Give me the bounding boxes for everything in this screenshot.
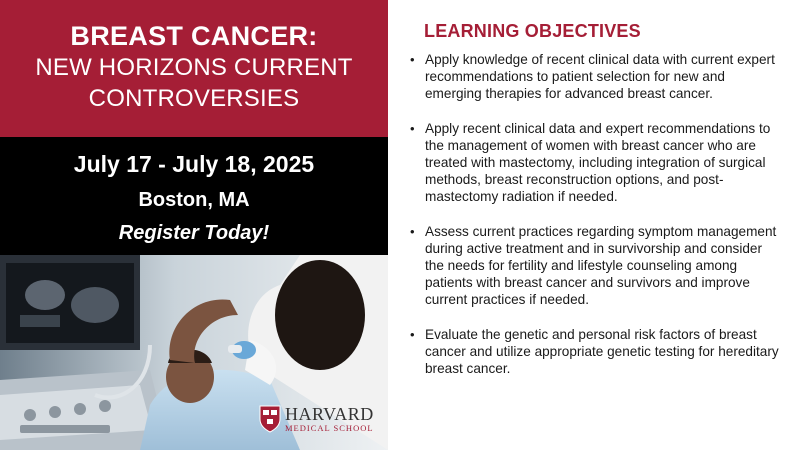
- event-info: [0, 137, 388, 255]
- harvard-logo: [259, 404, 374, 434]
- left-panel: [0, 0, 388, 450]
- harvard-shield-icon: [259, 405, 281, 433]
- register-link[interactable]: Register Today!: [118, 222, 270, 244]
- course-subtitle-line1: NEW HORIZONS CURRENT: [35, 54, 353, 81]
- title-banner: [0, 0, 388, 137]
- course-subtitle-line2: CONTROVERSIES: [88, 85, 300, 112]
- logo-name: HARVARD: [285, 404, 374, 424]
- objective-item: • Apply recent clinical data and expert recommendations to the management of women with breast cancer who are treated with mastectomy, including integration of surgical methods, breast reconstruction options, and post-mastectomy radiation if needed.: [410, 120, 784, 206]
- objectives-panel: [388, 0, 800, 450]
- objective-item: • Assess current practices regarding symptom management during active treatment and in survivorship and consider the needs for fertility and lifestyle counseling among patients with breast cancer and survivors and improve current practices if needed.: [410, 223, 784, 309]
- objectives-heading: LEARNING OBJECTIVES: [424, 21, 641, 41]
- logo-school: MEDICAL SCHOOL: [285, 423, 374, 433]
- objective-item: • Apply knowledge of recent clinical data with current expert recommendations to patient selection for new and emerging therapies for advanced breast cancer.: [410, 51, 784, 103]
- course-title: BREAST CANCER:: [70, 21, 318, 51]
- objectives-list: [410, 51, 784, 377]
- event-location: Boston, MA: [138, 189, 250, 211]
- event-dates: July 17 - July 18, 2025: [73, 151, 315, 177]
- objective-item: • Evaluate the genetic and personal risk factors of breast cancer and utilize appropriate genetic testing for hereditary breast cancer.: [410, 326, 784, 378]
